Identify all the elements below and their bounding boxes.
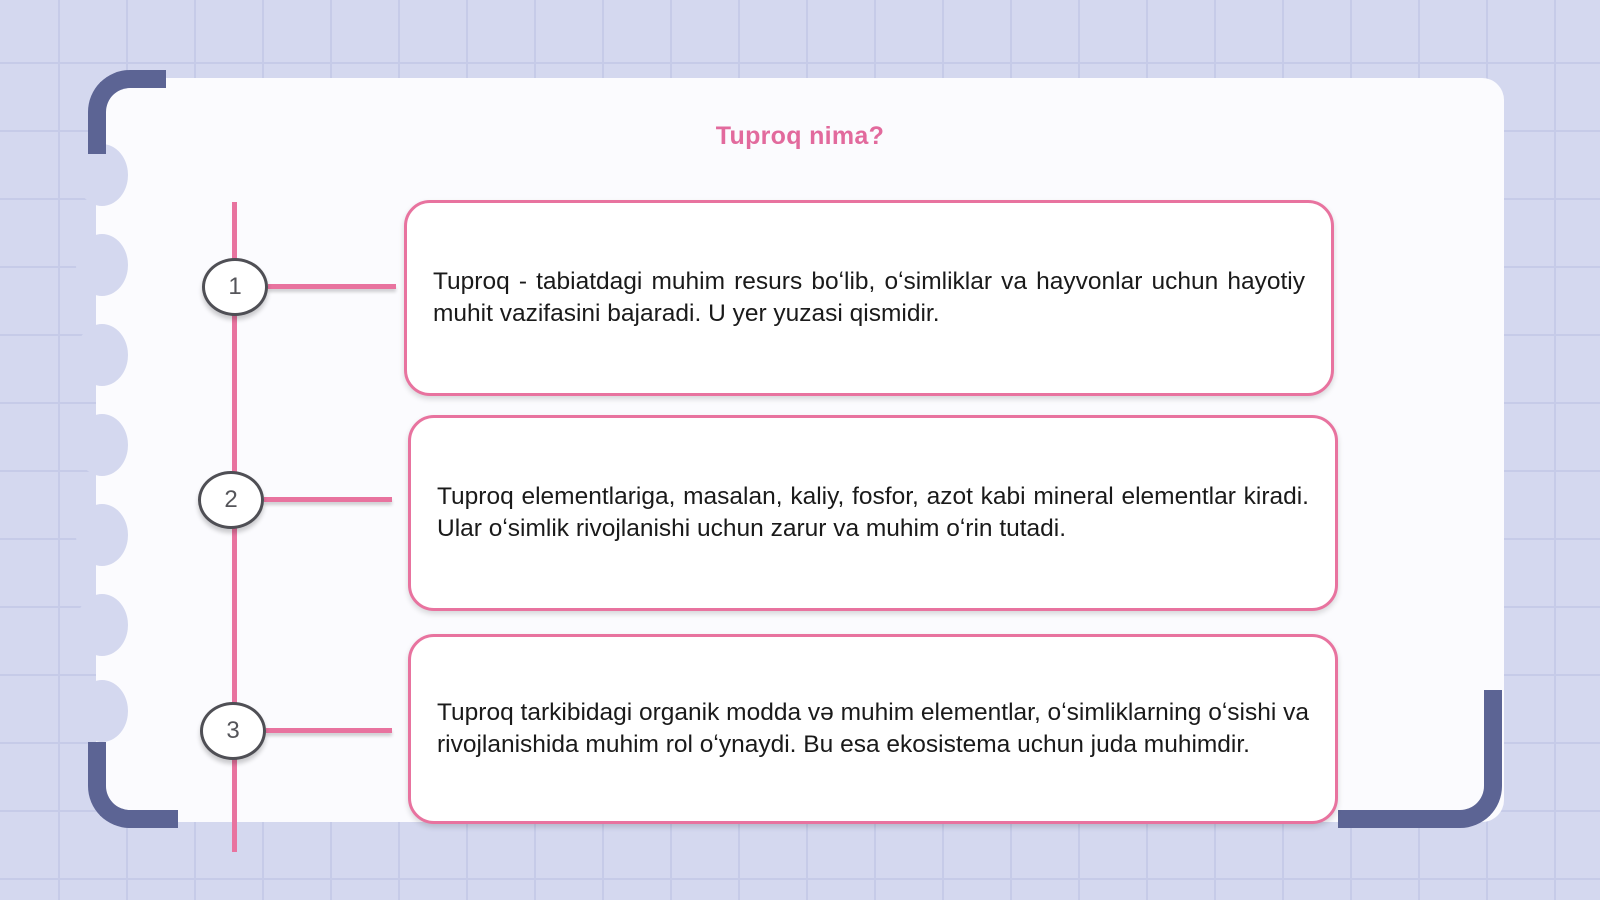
step-card — [408, 415, 1338, 611]
frame-corner-bottom-right — [1338, 690, 1502, 828]
frame-corner-bottom-left — [88, 742, 178, 828]
step-text: Tuproq - tabiatdagi muhim resurs boʻlib, oʻsimliklar va hayvonlar uchun hayotiy muhit vazifasini bajaradi. U yer yuzasi qismidir. — [433, 268, 1305, 327]
slide-title: Tuproq nima? — [715, 122, 885, 150]
paper-notch — [76, 234, 128, 296]
step-connector — [266, 728, 392, 733]
step-connector — [268, 284, 396, 289]
paper-notch — [76, 414, 128, 476]
step-text: Tuproq elementlariga, masalan, kaliy, fosfor, azot kabi mineral elementlar kiradi. Ular oʻsimlik rivojlanishi uchun zarur va muhim oʻrin tutadi. — [437, 483, 1309, 542]
paper-notch — [76, 594, 128, 656]
paper-notch — [76, 504, 128, 566]
paper-notch — [76, 680, 128, 742]
step-card — [404, 200, 1334, 396]
step-text: Tuproq tarkibidagi organik modda və muhim elementlar, oʻsimliklarning oʻsishi va rivojlanishida muhim rol oʻynaydi. Bu esa ekosistema uchun juda muhimdir. — [437, 699, 1309, 758]
step-connector — [264, 497, 392, 502]
step-number-badge: 1 — [202, 258, 268, 316]
step-number-badge: 3 — [200, 702, 266, 760]
paper-notch — [76, 324, 128, 386]
step-number-badge: 2 — [198, 471, 264, 529]
step-card — [408, 634, 1338, 824]
